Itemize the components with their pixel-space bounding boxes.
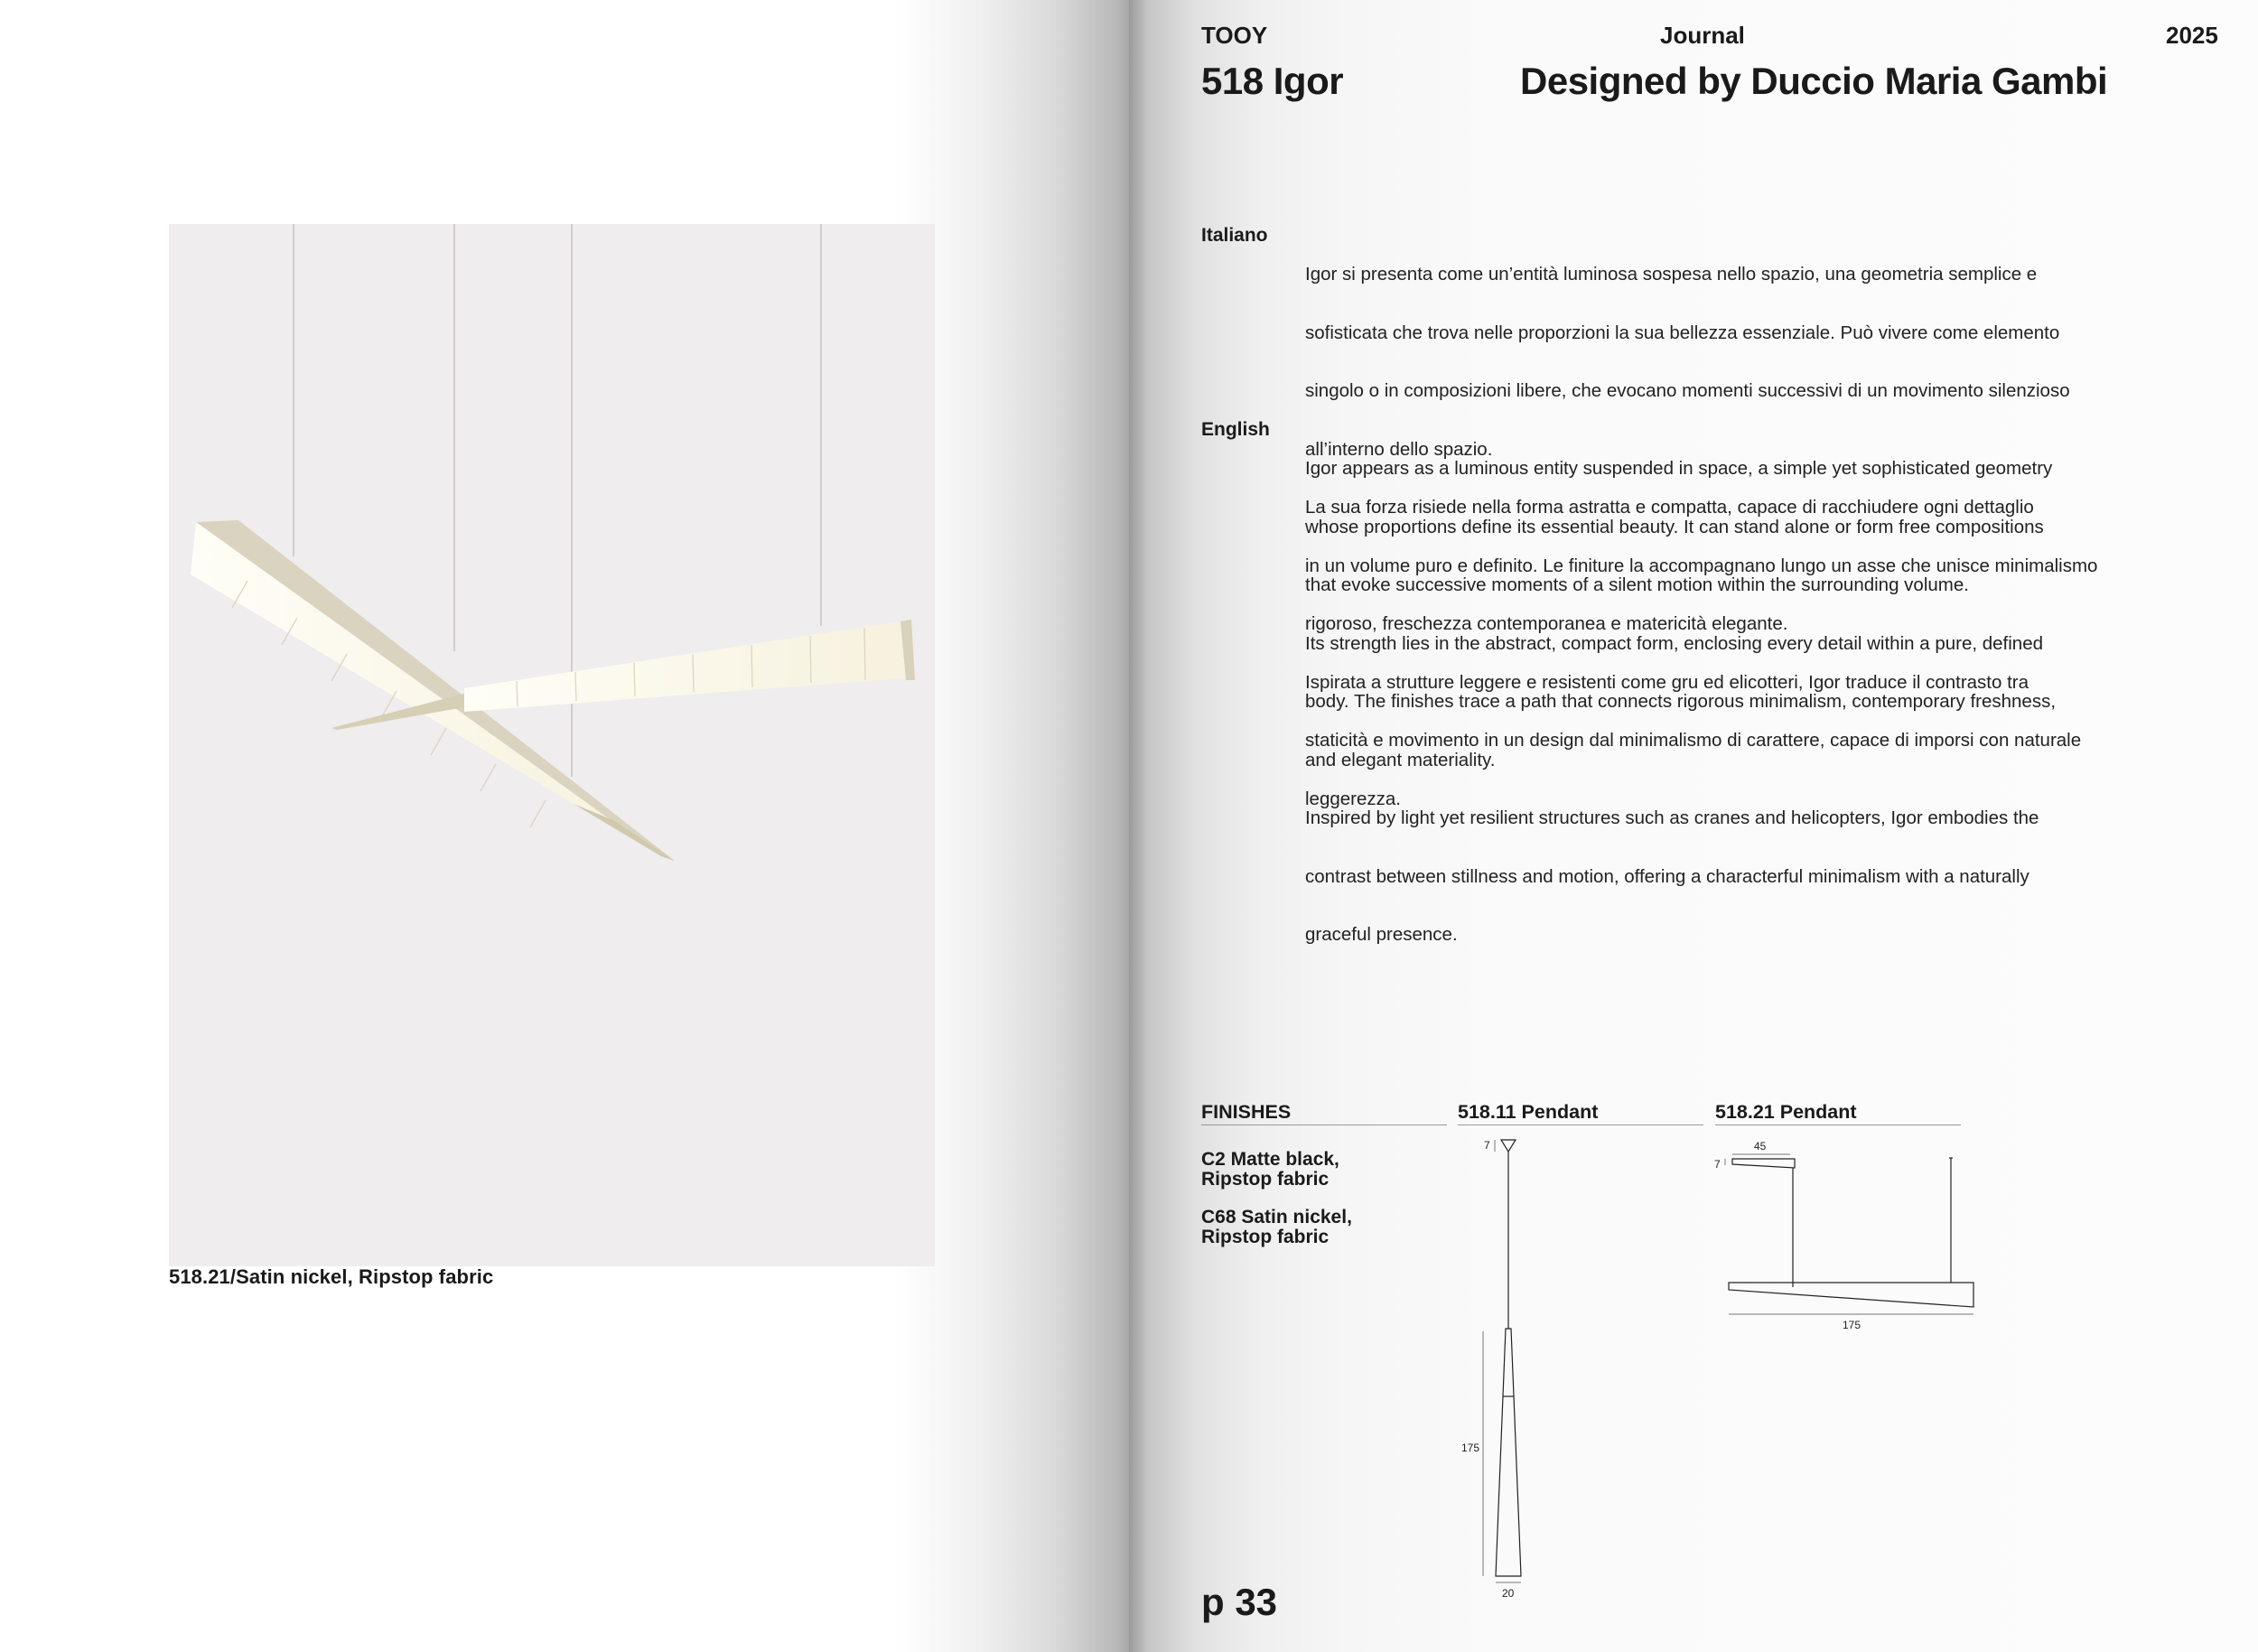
english-description (1305, 420, 2056, 984)
italian-line: staticità e movimento in un design dal minimalismo di carattere, capace di imporsi con naturale (1305, 730, 2082, 751)
dim-body-length: 175 (1461, 1442, 1480, 1454)
section-name: Journal (1660, 22, 1745, 49)
finish-item-c68 (1201, 1208, 1352, 1246)
finish-name: C68 Satin nickel, (1201, 1207, 1352, 1227)
issue-year: 2025 (2166, 22, 2218, 49)
model-518-21-heading: 518.21 Pendant (1715, 1101, 1961, 1125)
finish-fabric: Ripstop fabric (1201, 1226, 1330, 1247)
finish-name: C2 Matte black, (1201, 1149, 1339, 1170)
product-title: 518 Igor (1201, 60, 1344, 102)
dim-arm-height: 7 (1714, 1158, 1721, 1171)
english-line: contrast between stillness and motion, offering a characterful minimalism with a naturally (1305, 865, 2029, 887)
italian-line: singolo o in composizioni libere, che evocano momenti successivi di un movimento silenzioso (1305, 380, 2070, 401)
finishes-heading: FINISHES (1201, 1101, 1447, 1125)
finish-item-c2 (1201, 1150, 1339, 1189)
italian-line: rigoroso, freschezza contemporanea e matericità elegante. (1305, 613, 1788, 634)
italian-line: in un volume puro e definito. Le finiture la accompagnano lungo un asse che unisce minimalismo (1305, 555, 2098, 576)
drawing-518-11 (1483, 1140, 1521, 1582)
italian-line: all’interno dello spazio. (1305, 438, 1493, 460)
brand-name: TOOY (1201, 22, 1268, 49)
italian-label: Italiano (1201, 225, 1268, 246)
english-line: graceful presence. (1305, 924, 1458, 945)
english-line: that evoke successive moments of a silent motion within the surrounding volume. (1305, 574, 1969, 595)
page-number: p 33 (1201, 1581, 1278, 1623)
english-line: and elegant materiality. (1305, 749, 1496, 770)
technical-drawings (1409, 1129, 2005, 1608)
product-photo (169, 224, 935, 1266)
english-line: Igor appears as a luminous entity suspended in space, a simple yet sophisticated geometry (1305, 458, 2053, 479)
dim-length: 175 (1843, 1319, 1861, 1331)
italian-line: Igor si presenta come un’entità luminosa sospesa nello spazio, una geometria semplice e (1305, 264, 2038, 285)
designer-credit: Designed by Duccio Maria Gambi (1520, 60, 2108, 102)
dim-arm-width: 45 (1754, 1140, 1767, 1153)
italian-line: Ispirata a strutture leggere e resistenti come gru ed elicotteri, Igor traduce il contrasto tra (1305, 671, 2029, 693)
italian-line: leggerezza. (1305, 788, 1401, 809)
english-label: English (1201, 419, 1270, 440)
drawing-518-21 (1725, 1154, 1973, 1314)
igor-lamp-illustration (169, 224, 935, 1266)
dim-base-width: 20 (1502, 1587, 1515, 1600)
english-line: whose proportions define its essential beauty. It can stand alone or form free compositions (1305, 516, 2044, 537)
italian-line: sofisticata che trova nelle proporzioni la sua bellezza essenziale. Può vivere come elemento (1305, 322, 2060, 343)
english-line: Inspired by light yet resilient structures such as cranes and helicopters, Igor embodies the (1305, 807, 2039, 828)
finish-fabric: Ripstop fabric (1201, 1168, 1330, 1190)
photo-caption: 518.21/Satin nickel, Ripstop fabric (169, 1265, 494, 1288)
english-line: body. The finishes trace a path that connects rigorous minimalism, contemporary freshness, (1305, 691, 2057, 712)
italian-line: La sua forza risiede nella forma astratta e compatta, capace di racchiudere ogni dettaglio (1305, 497, 2034, 518)
dim-top-height: 7 (1484, 1139, 1490, 1152)
model-518-11-heading: 518.11 Pendant (1458, 1101, 1703, 1125)
english-line: Its strength lies in the abstract, compact form, enclosing every detail within a pure, defined (1305, 632, 2043, 654)
